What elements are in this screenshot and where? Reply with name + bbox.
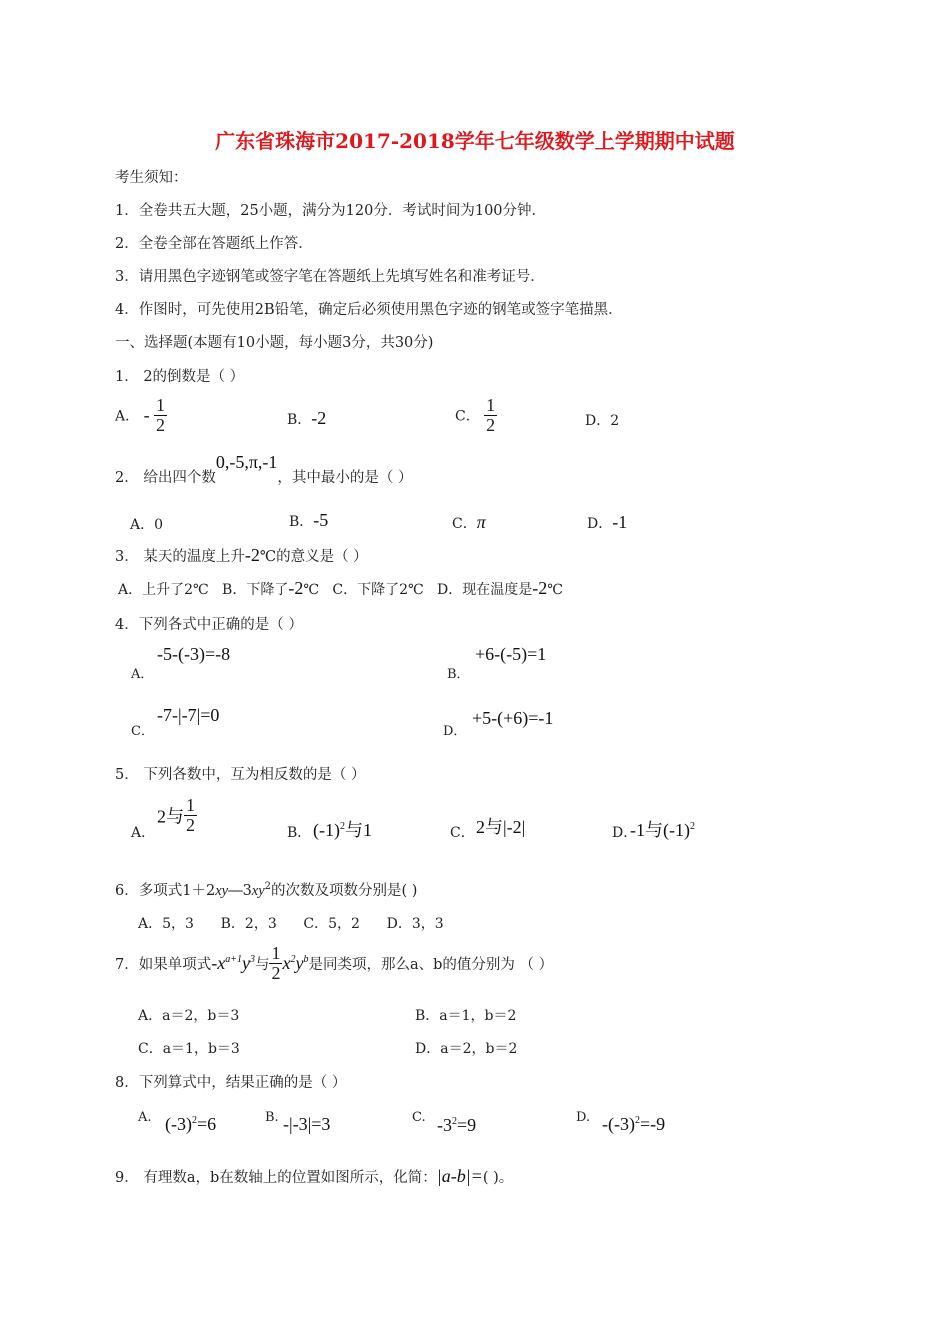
q8-b-label: B. <box>265 1110 279 1125</box>
q8-stem: 8．下列算式中，结果正确的是（ ） <box>115 1075 347 1091</box>
q2-option-d: D．-1 <box>587 512 628 532</box>
q4-c-math: -7-|-7|=0 <box>157 705 220 725</box>
q7-option-c: C．a＝1，b＝3 <box>138 1041 240 1057</box>
q5-option-a: 2与 $\frac{1}{2}$ <box>157 795 195 835</box>
q7-option-a: A．a＝2，b＝3 <box>138 1008 240 1024</box>
q4-b-label: B． <box>447 667 470 682</box>
q7-stem: 7．如果单项式$-x^{a+1}y^3$与 $\frac{1}{2}$ $x^2y^b$是同类项，那么a、b的值分别为 （ ） <box>115 943 554 983</box>
notice-heading: 考生须知： <box>115 170 188 186</box>
q2-option-c: C．π <box>452 512 486 532</box>
q5-c-label: C． <box>450 825 475 841</box>
q1-stem: 1． 2的倒数是（ ） <box>115 369 245 385</box>
q1-option-d: D．2 <box>585 413 620 429</box>
q2-option-a: A．0 <box>130 517 164 533</box>
q9-stem: 9． 有理数a，b在数轴上的位置如图所示，化简：|a-b|=( )。 <box>115 1166 514 1186</box>
notice-item-4: 4．作图时，可先使用2B铅笔，确定后必须使用黑色字迹的钢笔或签字笔描黑． <box>115 302 623 318</box>
q5-option-c: 2与|-2| <box>476 817 526 837</box>
q7-option-d: D．a＝2，b＝2 <box>415 1041 518 1057</box>
q2-option-b: B．-5 <box>289 510 329 530</box>
q8-option-a: $(-3)^2=6$ <box>165 1114 217 1134</box>
q8-a-label: A. <box>138 1110 152 1125</box>
q6-options: A．5，3 B．2，3 C．5，2 D．3，3 <box>138 916 444 932</box>
q4-c-label: C． <box>131 724 154 739</box>
q1-a-fraction: $\frac{1}{2}$ <box>156 395 166 435</box>
q4-stem: 4．下列各式中正确的是（ ） <box>115 617 303 633</box>
q2-stem: 2． 给出四个数0,-5,π,-1，其中最小的是（ ） <box>115 452 413 486</box>
q8-option-b: -|-3|=3 <box>283 1114 331 1134</box>
q5-option-b: $(-1)^2$与1 <box>313 820 372 840</box>
q8-c-label: C. <box>412 1110 426 1125</box>
q3-options: A．上升了2℃ B．下降了-2℃ C．下降了2℃ D．现在温度是-2℃ <box>118 578 563 598</box>
q7-option-b: B．a＝1，b＝2 <box>415 1008 517 1024</box>
q1-c-fraction: $\frac{1}{2}$ <box>486 395 496 435</box>
q4-b-math: +6-(-5)=1 <box>475 644 547 664</box>
q5-d-label: D． <box>612 825 638 841</box>
notice-item-3: 3．请用黑色字迹钢笔或签字笔在答题纸上先填写姓名和准考证号． <box>115 269 545 285</box>
section-heading: 一、选择题(本题有10小题，每小题3分，共30分) <box>115 335 434 351</box>
q5-option-d: -1与$(-1)^2$ <box>630 820 695 840</box>
q4-d-label: D． <box>443 724 467 739</box>
page-title: 广东省珠海市2017-2018学年七年级数学上学期期中试题 <box>215 129 735 153</box>
q8-option-d: $-(-3)^2=-9$ <box>602 1114 666 1134</box>
q1-option-b: B．-2 <box>287 408 327 428</box>
q5-a-label: A． <box>131 825 156 841</box>
q5-stem: 5． 下列各数中，互为相反数的是（ ） <box>115 767 366 783</box>
q6-stem: 6．多项式$1+2xy―3xy^2$的次数及项数分别是( ) <box>115 881 418 899</box>
notice-item-1: 1．全卷共五大题，25小题，满分为120分．考试时间为100分钟． <box>115 203 547 219</box>
q8-d-label: D. <box>576 1110 591 1125</box>
q4-a-label: A． <box>131 667 154 682</box>
q3-stem: 3． 某天的温度上升-2℃的意义是（ ） <box>115 545 368 565</box>
q4-d-math: +5-(+6)=-1 <box>472 708 554 728</box>
q1-option-a: A． - $\frac{1}{2}$ <box>115 395 166 435</box>
q1-option-c: C． $\frac{1}{2}$ <box>455 395 496 435</box>
q8-option-c: $-3^2=9$ <box>437 1115 477 1135</box>
notice-item-2: 2．全卷全部在答题纸上作答． <box>115 236 313 252</box>
q4-a-math: -5-(-3)=-8 <box>157 644 231 664</box>
q5-b-label: B． <box>287 825 312 841</box>
